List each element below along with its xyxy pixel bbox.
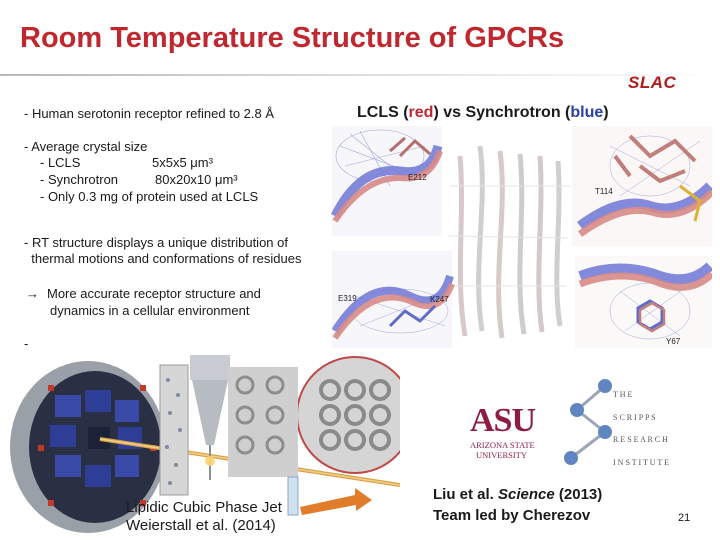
gpcr-structure-figure (330, 126, 712, 348)
slac-logo-text: SLAC (628, 73, 677, 92)
bullet-crystal-size: - Average crystal size (24, 139, 148, 154)
slide-title: Room Temperature Structure of GPCRs (20, 22, 565, 54)
citation-line2: Team led by Cherezov (433, 507, 591, 524)
arrow-icon: → (26, 286, 39, 301)
comparison-middle: ) vs Synchrotron ( (433, 104, 571, 121)
comparison-blue-word: blue (570, 104, 604, 121)
bullet-accuracy: More accurate receptor structure and (47, 286, 261, 301)
label-e212: E212 (408, 173, 427, 182)
lcp-zoom-column (160, 365, 188, 495)
cubic-phase-zoom (297, 357, 400, 473)
injector-nozzle (192, 380, 228, 445)
sub-bullet-lcls-label: - LCLS (40, 155, 81, 170)
sub-bullet-synchrotron-label: - Synchrotron (40, 172, 119, 187)
detector-tiles (50, 390, 142, 487)
asu-logo-line2: UNIVERSITY (476, 450, 527, 460)
title-divider (0, 74, 720, 76)
helix-bundle (448, 146, 570, 338)
label-e319: E319 (338, 294, 357, 303)
page-number: 21 (678, 512, 691, 524)
comparison-suffix: ) (603, 104, 609, 121)
asu-logo-line1: ARIZONA STATE (470, 440, 535, 450)
citation-line1 (433, 484, 602, 505)
label-y67: Y67 (666, 337, 681, 346)
bullet-receptor: - Human serotonin receptor refined to 2.8 Å (24, 106, 275, 121)
sub-bullet-protein: - Only 0.3 mg of protein used at LCLS (40, 189, 259, 204)
empty-bullet: - (24, 336, 29, 351)
asu-logo-mark: ASU (470, 402, 536, 439)
label-k247: K247 (430, 295, 449, 304)
bullet-accuracy-cont: dynamics in a cellular environment (50, 303, 250, 318)
asu-logo (470, 404, 550, 466)
flow-arrow (300, 488, 372, 515)
injector-body (190, 355, 230, 380)
scripps-line1: T H E (613, 390, 633, 399)
beam-interaction-point (205, 456, 215, 466)
scripps-logo (557, 372, 697, 472)
comparison-title (357, 104, 609, 122)
scripps-molecule-icon (557, 372, 617, 472)
citation-authors: Liu et al. (433, 486, 499, 503)
sub-bullet-synchrotron-value: 80x20x10 μm³ (155, 172, 238, 187)
jet-caption-line2: Weierstall et al. (2014) (126, 517, 276, 534)
comparison-prefix: LCLS ( (357, 104, 409, 121)
slac-logo (628, 73, 676, 93)
comparison-red-word: red (408, 104, 434, 121)
scripps-line4: I N S T I T U T E (613, 458, 670, 467)
structure-comparison-image (330, 126, 712, 348)
citation-year: (2013) (554, 486, 603, 503)
bullet-rt-structure: - RT structure displays a unique distribution of (24, 235, 288, 250)
jet-caption-line1: Lipidic Cubic Phase Jet (126, 499, 282, 516)
bullet-rt-structure-cont: thermal motions and conformations of residues (24, 251, 302, 266)
sub-bullet-lcls-value: 5x5x5 μm³ (152, 155, 213, 170)
scripps-line2: S C R I P P S (613, 413, 656, 422)
citation-journal: Science (498, 486, 555, 503)
sample-capillary (288, 477, 298, 515)
scripps-line3: R E S E A R C H (613, 435, 668, 444)
label-t114: T114 (595, 187, 613, 196)
